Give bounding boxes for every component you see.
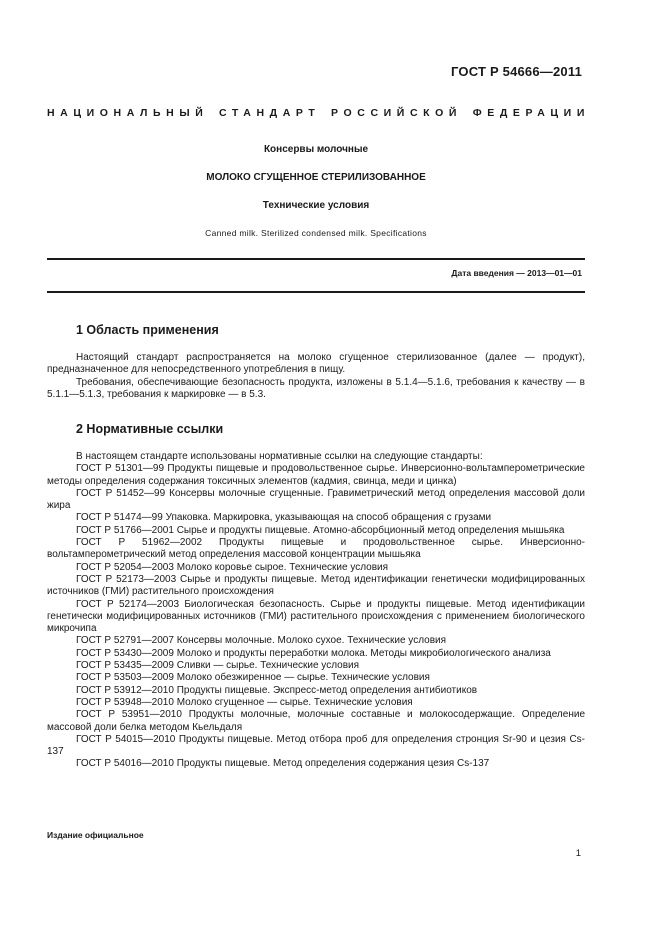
reference-item: ГОСТ Р 53503—2009 Молоко обезжиренное — сырье. Технические условия (76, 672, 430, 684)
section-body-scope (47, 352, 585, 401)
reference-item: ГОСТ Р 52173—2003 Сырье и продукты пищевые. Метод идентификации генетически модифицированных источников (ГМИ) растительного происхождения (47, 573, 585, 598)
banner-word: ФЕДЕРАЦИИ (472, 107, 590, 119)
section-body-references (47, 451, 585, 771)
paragraph: Требования, обеспечивающие безопасность продукта, изложены в 5.1.4—5.1.6, требования к качеству — в 5.1.1—5.1.3, требования к маркировке — в 5.3. (47, 376, 585, 400)
title-category: Консервы молочные (263, 144, 369, 155)
reference-item: ГОСТ Р 52054—2003 Молоко коровье сырое. Технические условия (76, 561, 389, 573)
standard-banner (47, 107, 590, 119)
banner-word: СТАНДАРТ (219, 107, 321, 119)
reference-item: ГОСТ Р 53948—2010 Молоко сгущенное — сырье. Технические условия (76, 696, 413, 708)
paragraph: В настоящем стандарте использованы нормативные ссылки на следующие стандарты: (76, 451, 483, 462)
reference-item: ГОСТ Р 51452—99 Консервы молочные сгущенные. Гравиметрический метод определения массовой доли жира (47, 487, 585, 512)
introduction-date: Дата введения — 2013—01—01 (451, 268, 582, 278)
reference-item: ГОСТ Р 51766—2001 Сырье и продукты пищевые. Атомно-абсорбционный метод определения мышьяка (76, 524, 565, 536)
reference-item: ГОСТ Р 51474—99 Упаковка. Маркировка, указывающая на способ обращения с грузами (76, 512, 492, 524)
reference-item: ГОСТ Р 52791—2007 Консервы молочные. Молоко сухое. Технические условия (76, 635, 447, 647)
banner-word: НАЦИОНАЛЬНЫЙ (47, 107, 209, 119)
reference-item: ГОСТ Р 54016—2010 Продукты пищевые. Метод определения содержания цезия Cs-137 (76, 758, 490, 770)
section-heading-scope: 1 Область применения (76, 323, 219, 337)
divider-rule (47, 258, 585, 260)
title-english: Canned milk. Sterilized condensed milk. Specifications (205, 228, 427, 238)
divider-rule (47, 291, 585, 293)
page-number: 1 (575, 848, 581, 859)
reference-item: ГОСТ Р 52174—2003 Биологическая безопасность. Сырье и продукты пищевые. Метод идентификации генетически модифицированных источников (ГМИ) растительного происхождения с применением биологического микрочипа (47, 598, 585, 635)
reference-item: ГОСТ Р 53951—2010 Продукты молочные, молочные составные и молокосодержащие. Определение массовой доли белка методом Кьельдаля (47, 709, 585, 733)
section-heading-references: 2 Нормативные ссылки (76, 422, 224, 436)
reference-item: ГОСТ Р 51301—99 Продукты пищевые и продовольственное сырье. Инверсионно-вольтамперометрические методы определения содержания токсичных элементов (кадмия, свинца, меди и цинка) (47, 463, 585, 487)
paragraph: Настоящий стандарт распространяется на молоко сгущенное стерилизованное (далее — продукт), предназначенное для непосредственного употребления в пищу. (47, 352, 585, 376)
reference-item: ГОСТ Р 53435—2009 Сливки — сырье. Технические условия (76, 660, 360, 672)
reference-item: ГОСТ Р 53912—2010 Продукты пищевые. Экспресс-метод определения антибиотиков (76, 684, 478, 696)
title-subtitle: Технические условия (262, 200, 370, 211)
official-edition-note: Издание официальное (47, 830, 144, 840)
banner-word: РОССИЙСКОЙ (331, 107, 463, 119)
reference-item: ГОСТ Р 54015—2010 Продукты пищевые. Метод отбора проб для определения стронция Sr-90 и цезия Cs-137 (47, 733, 585, 758)
reference-item: ГОСТ Р 53430—2009 Молоко и продукты переработки молока. Методы микробиологического анализа (76, 647, 551, 659)
title-main: МОЛОКО СГУЩЕННОЕ СТЕРИЛИЗОВАННОЕ (206, 172, 426, 183)
reference-item: ГОСТ Р 51962—2002 Продукты пищевые и продовольственное сырье. Инверсионно-вольтамперометрический метод определения массовой концентрации мышьяка (47, 537, 585, 561)
document-code: ГОСТ Р 54666—2011 (451, 64, 582, 79)
